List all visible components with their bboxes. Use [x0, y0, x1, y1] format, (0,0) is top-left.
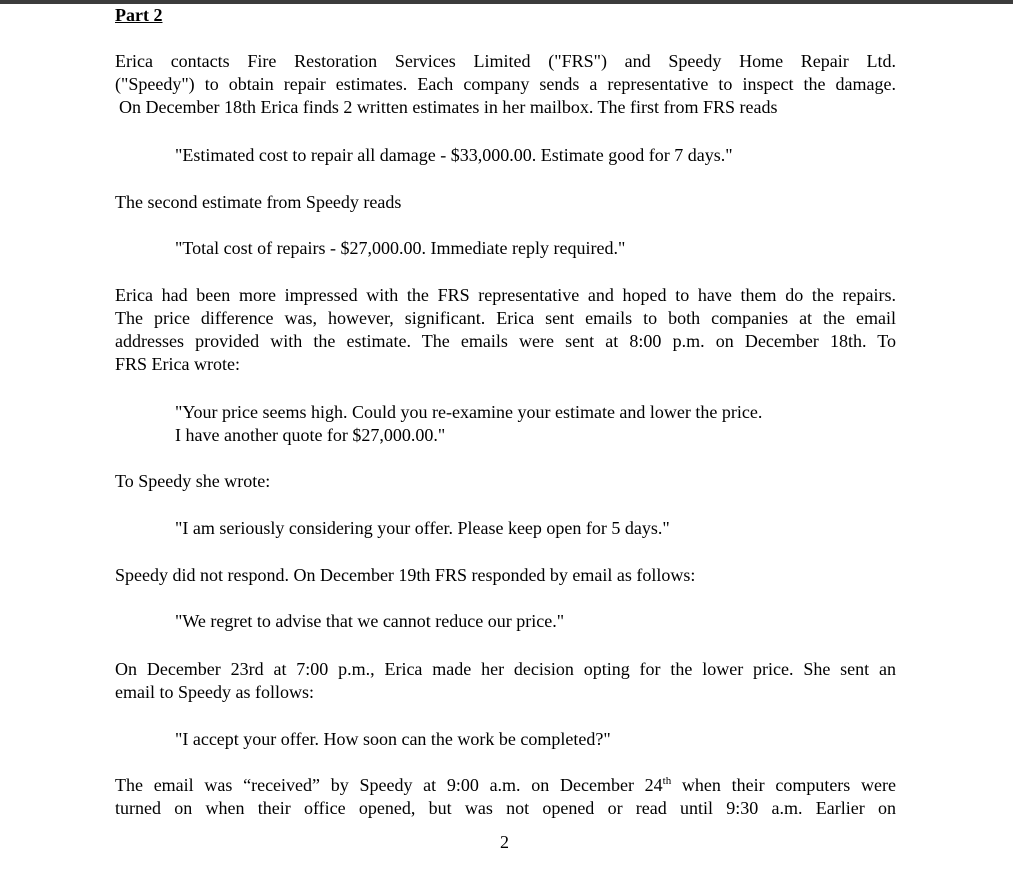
quote-to-frs-line2: I have another quote for $27,000.00." [175, 425, 446, 445]
para7-line1-text-a: The email was “received” by Speedy at 9:00 a.m. on December 24 [115, 775, 663, 795]
para1-line3: On December 18th Erica finds 2 written estimates in her mailbox. The first from FRS reads [119, 97, 778, 117]
para4: To Speedy she wrote: [115, 471, 271, 491]
para3-line2: The price difference was, however, significant. Erica sent emails to both companies at the email [115, 308, 896, 328]
para1-line1: Erica contacts Fire Restoration Services Limited ("FRS") and Speedy Home Repair Ltd. [115, 51, 896, 71]
para6-line1: On December 23rd at 7:00 p.m., Erica made her decision opting for the lower price. She sent an [115, 659, 896, 679]
part-heading: Part 2 [115, 5, 163, 25]
quote-frs-estimate: "Estimated cost to repair all damage - $33,000.00. Estimate good for 7 days." [175, 145, 733, 165]
page-number: 2 [500, 832, 509, 852]
quote-frs-reply: "We regret to advise that we cannot reduce our price." [175, 611, 565, 631]
para1-line2: ("Speedy") to obtain repair estimates. Each company sends a representative to inspect the damage. [115, 74, 896, 94]
para2: The second estimate from Speedy reads [115, 192, 402, 212]
para7-line1-superscript: th [662, 775, 672, 787]
para3-line1: Erica had been more impressed with the FRS representative and hoped to have them do the repairs. [115, 285, 896, 305]
quote-to-speedy: "I am seriously considering your offer. Please keep open for 5 days." [175, 518, 670, 538]
para7-line1-text-b: when their computers were [671, 775, 896, 795]
para7-line2: turned on when their office opened, but was not opened or read until 9:30 a.m. Earlier on [115, 798, 896, 818]
para3-line4: FRS Erica wrote: [115, 354, 240, 374]
quote-to-frs-line1: "Your price seems high. Could you re-examine your estimate and lower the price. [175, 402, 763, 422]
para3-line3: addresses provided with the estimate. The emails were sent at 8:00 p.m. on December 18th. To [115, 331, 896, 351]
quote-speedy-estimate: "Total cost of repairs - $27,000.00. Immediate reply required." [175, 238, 626, 258]
quote-acceptance: "I accept your offer. How soon can the work be completed?" [175, 729, 611, 749]
para7-line1 [115, 775, 896, 795]
para5: Speedy did not respond. On December 19th FRS responded by email as follows: [115, 565, 696, 585]
para6-line2: email to Speedy as follows: [115, 682, 314, 702]
